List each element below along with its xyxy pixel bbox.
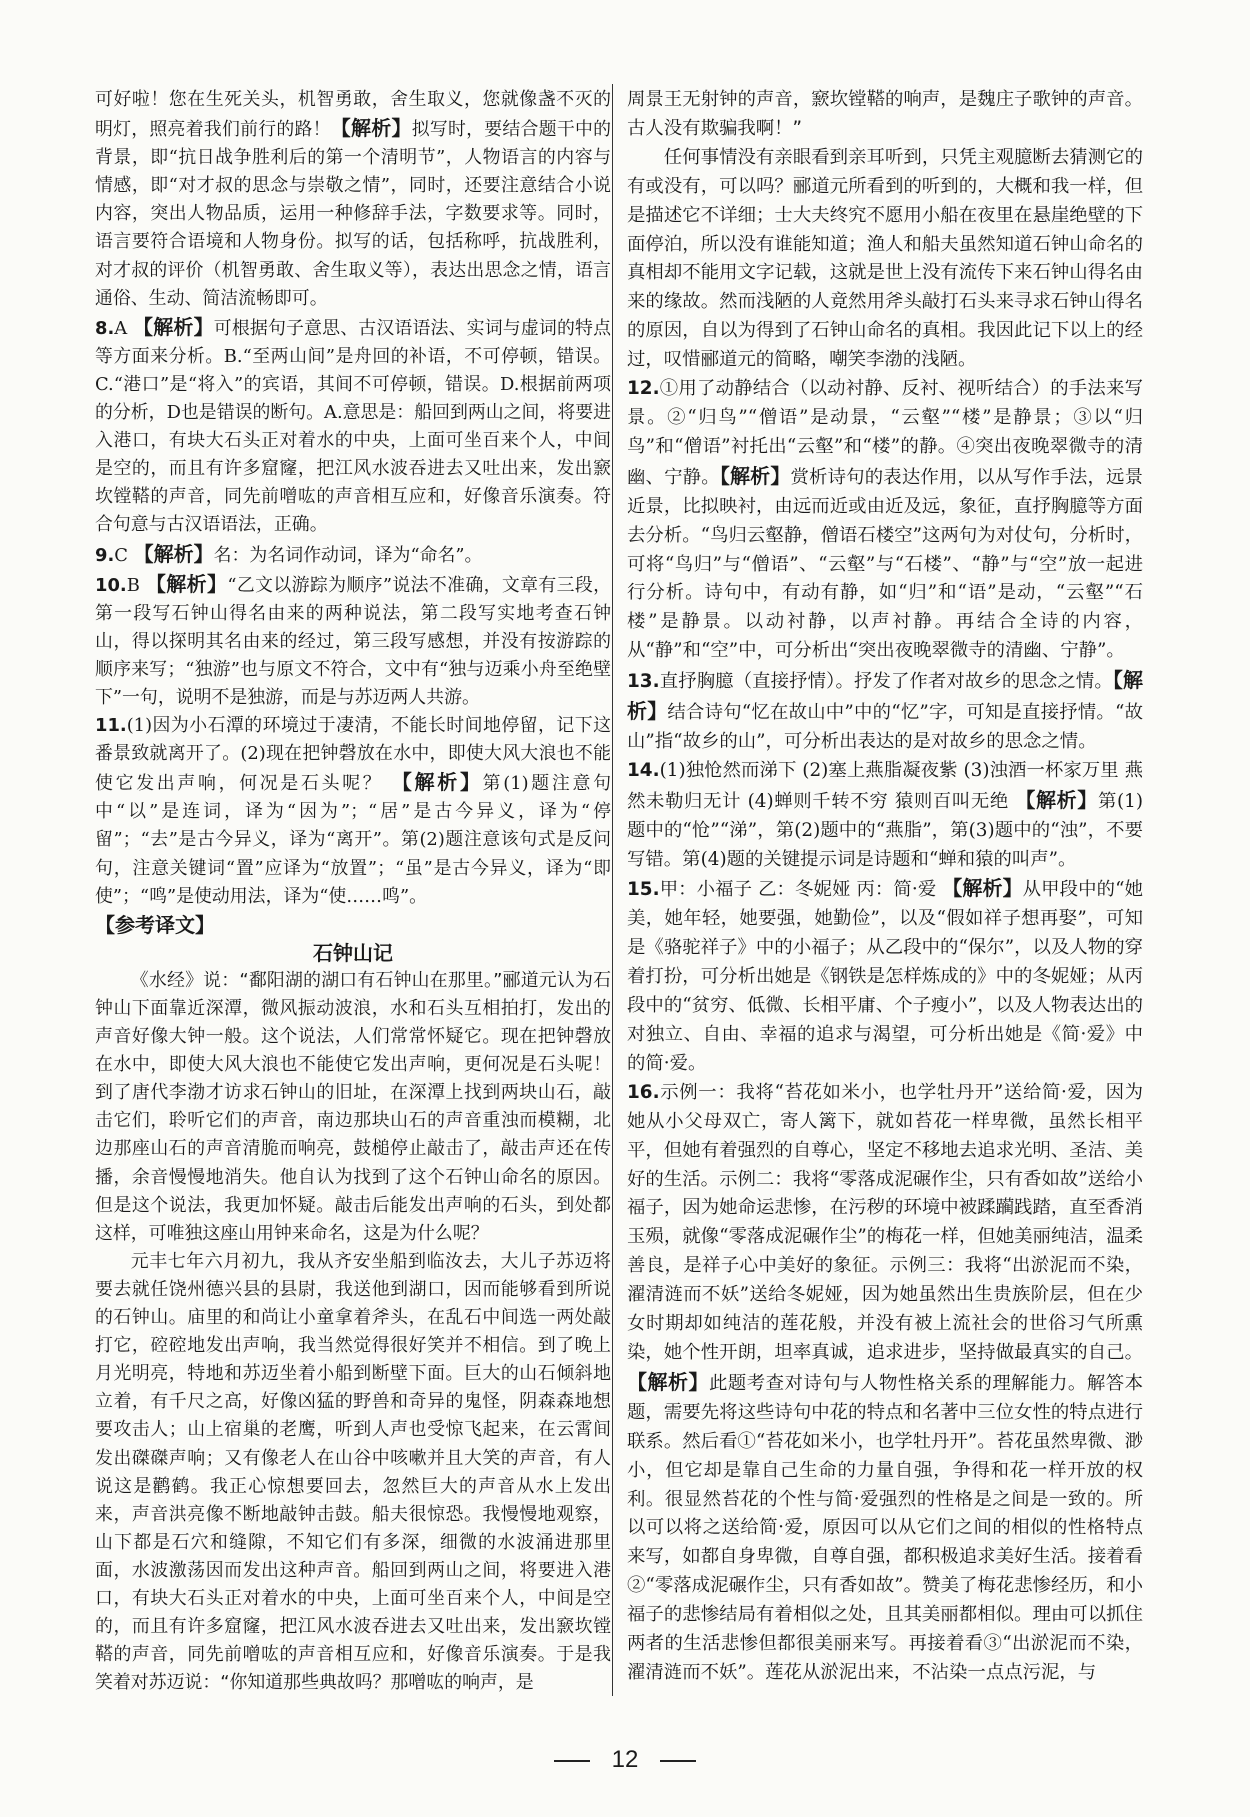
left-para-1 (95, 86, 611, 313)
analysis-tag: 【解析】 (627, 1369, 709, 1394)
question-number: 9. (95, 544, 115, 566)
page-footer (0, 1746, 1250, 1774)
question-12 (627, 375, 1143, 666)
question-15 (627, 874, 1143, 1078)
analysis-text: 可根据句子意思、古汉语语法、实词与虚词的特点等方面来分析。B.“至两山间”是舟回的补语，不可停顿，错误。C.“港口”是“将入”的宾语，其间不可停顿，错误。D.根据前两项的分析，D也是错误的断句。A.意思是：船回到两山之间，将要进入港口，有块大石头正对着水的中央，上面可坐百来个人，中间是空的，而且有许多窟窿，把江风水波吞进去又吐出来，发出窾坎镗鞳的声音，同先前噌吰的声音相互应和，好像音乐演奏。符合句意与古汉语语法，正确。 (95, 317, 612, 536)
question-11 (95, 712, 611, 911)
question-number: 13. (627, 671, 660, 693)
column-divider (612, 84, 613, 1696)
analysis-tag: 【解析】 (719, 463, 791, 488)
analysis-tag: 【解析】 (133, 541, 214, 566)
essay-title: 石钟山记 (313, 940, 393, 965)
answer-text: 甲：小福子 乙：冬妮娅 丙：简·爱 (659, 879, 937, 901)
answer-text: 示例一：我将“苔花如米小，也学牡丹开”送给简·爱，因为她从小父母双亡，寄人篱下，就如苔花一样卑微，虽然长相平平，但她有着强烈的自尊心，坚定不移地去追求光明、圣洁、美好的生活。示例二：我将“零落成泥碾作尘，只有香如故”送给小福子，因为她命运悲惨，在污秽的环境中被蹂躏践踏，直至香消玉殒，就像“零落成泥碾作尘”的梅花一样，但她美丽纯洁，温柔善良，是祥子心中美好的象征。示例三：我将“出淤泥而不染，濯清涟而不妖”送给冬妮娅，因为她虽然出生贵族阶层，但在少女时期却如纯洁的莲花般，并没有被上流社会的世俗习气所熏染，她个性开朗，坦率真诚，追求进步，坚持做最真实的自己。 (627, 1081, 1143, 1363)
translation-para-2: 元丰七年六月初九，我从齐安坐船到临汝去，大儿子苏迈将要去就任饶州德兴县的县尉，我送他到湖口，因而能够看到所说的石钟山。庙里的和尚让小童拿着斧头，在乱石中间选一两处敲打它，硿硿地发出声响，我当然觉得很好笑并不相信。到了晚上月光明亮，特地和苏迈坐着小船到断壁下面。巨大的山石倾斜地立着，有千尺之高，好像凶猛的野兽和奇异的鬼怪，阴森森地想要攻击人；山上宿巢的老鹰，听到人声也受惊飞起来，在云霄间发出磔磔声响；又有像老人在山谷中咳嗽并且大笑的声音，有人说这是鹳鹤。我正心惊想要回去，忽然巨大的声音从水上发出来，声音洪亮像不断地敲钟击鼓。船夫很惊恐。我慢慢地观察，山下都是石穴和缝隙，不知它们有多深，细微的水波涌进那里面，水波激荡因而发出这种声音。船回到两山之间，将要进入港口，有块大石头正对着水的中央，上面可坐百来个人，中间是空的，而且有许多窟窿，把江风水波吞进去又吐出来，发出窾坎镗鞳的声音，同先前噌吰的声音相互应和，好像音乐演奏。于是我笑着对苏迈说：“你知道那些典故吗？那噌吰的响声，是 (95, 1250, 611, 1694)
right-column (627, 86, 1143, 1688)
analysis-text: 第(1)题注意句中“以”是连词，译为“因为”；“居”是古今异义，译为“停留”；“去”是古今异义，译为“离开”。第(2)题注意该句式是反问句，注意关键词“置”应译为“放置”；“虽”是古今异义，译为“即使”；“鸣”是使动用法，译为“使……鸣”。 (95, 773, 612, 907)
analysis-text: 第(1)题中的“怆”“涕”，第(2)题中的“燕脂”，第(3)题中的“浊”，不要写错。第(4)题的关键提示词是诗题和“蝉和猿的叫声”。 (627, 790, 1144, 870)
footer-dash-left (554, 1760, 590, 1762)
question-number: 8. (95, 317, 115, 339)
question-number: 14. (627, 759, 660, 781)
analysis-tag: 【解析】 (145, 571, 228, 596)
answer-text: C (114, 544, 128, 566)
footer-dash-right (660, 1760, 696, 1762)
question-16 (627, 1079, 1143, 1688)
analysis-tag: 【解析】 (1015, 787, 1098, 812)
question-number: 15. (627, 879, 660, 901)
question-10 (95, 570, 611, 712)
question-number: 12. (627, 378, 660, 400)
analysis-text: 赏析诗句的表达作用，以从写作手法，远景近景，比拟映衬，由远而近或由近及远，象征，直抒胸臆等方面去分析。“鸟归云壑静，僧语石楼空”这两句为对仗句，分析时，可将“鸟归”与“僧语”、“云壑”与“石楼”、“静”与“空”放一起进行分析。诗句中，有动有静，如“归”和“语”是动，“云壑”“石楼”是静景。以动衬静，以声衬静。再结合全诗的内容，从“静”和“空”中，可分析出“突出夜晚翠微寺的清幽、宁静”。 (627, 466, 1143, 662)
answer-text: (1)独怆然而涕下 (2)塞上燕脂凝夜紫 (3)浊酒一杯家万里 燕然未勒归无计 (4)蝉则千转不穷 猿则百叫无绝 (627, 759, 1143, 812)
question-9 (95, 540, 611, 570)
question-number: 10. (95, 574, 127, 596)
question-number: 16. (627, 1081, 660, 1103)
analysis-tag: 【解析】 (330, 116, 412, 141)
answer-text: ①用了动静结合（以动衬静、反衬、视听结合）的手法来写景。②“归鸟”“僧语”是动景，“云壑”“楼”是静景；③以“归鸟”和“僧语”衬托出“云壑”和“楼”的静。④突出夜晚翠微寺的清幽、宁静。 (627, 378, 1143, 488)
translation-para-1: 《水经》说：“鄱阳湖的湖口有石钟山在那里。”郦道元认为石钟山下面靠近深潭，微风振动波浪，水和石头互相拍打，发出的声音好像大钟一般。这个说法，人们常常怀疑它。现在把钟磬放在水中，即使大风大浪也不能使它发出声响，更何况是石头呢！到了唐代李渤才访求石钟山的旧址，在深潭上找到两块山石，敲击它们，聆听它们的声音，南边那块山石的声音重浊而模糊，北边那座山石的声音清脆而响亮，鼓槌停止敲击了，敲击声还在传播，余音慢慢地消失。他自认为找到了这个石钟山命名的原因。但是这个说法，我更加怀疑。敲击后能发出声响的石头，到处都这样，可唯独这座山用钟来命名，这是为什么呢？ (95, 969, 611, 1244)
answer-text: B (126, 574, 140, 596)
question-13 (627, 666, 1143, 757)
answer-text: (1)因为小石潭的环境过于凄清，不能长时间地停留，记下这番景致就离开了。(2)现在把钟磬放在水中，即使大风大浪也不能使它发出声响，何况是石头呢？ (95, 715, 611, 795)
answer-text: 可好啦！您在生死关头，机智勇敢，舍生取义，您就像盏不灭的明灯，照亮着我们前行的路！ (95, 89, 611, 141)
question-number: 11. (95, 715, 127, 737)
reference-translation-label: 【参考译文】 (95, 912, 215, 937)
analysis-text: 结合诗句“忆在故山中”中的“忆”字，可知是直接抒情。“故山”指“故乡的山”，可分析出表达的是对故乡的思念之情。 (627, 702, 1144, 752)
analysis-tag: 【解析】 (942, 876, 1023, 901)
analysis-text: 此题考查对诗句与人物性格关系的理解能力。解答本题，需要先将这些诗句中花的特点和名著中三位女性的特点进行联系。然后看①“苔花如米小，也学牡丹开”。苔花虽然卑微、渺小，但它却是靠自己生命的力量自强，争得和花一样开放的权利。很显然苔花的个性与简·爱强烈的性格是之间是一致的。所以可以将之送给简·爱，原因可以从它们之间的相似的性格特点来写，如都自身卑微，自尊自强，都积极追求美好生活。接着看②“零落成泥碾作尘，只有香如故”。赞美了梅花悲惨经历，和小福子的悲惨结局有着相似之处，且其美丽都相似。理由可以抓住两者的生活悲惨但都很美丽来写。再接着看③“出淤泥而不染，濯清涟而不妖”。莲花从淤泥出来，不沾染一点点污泥，与 (627, 1372, 1143, 1683)
analysis-text: 拟写时，要结合题干中的背景，即“抗日战争胜利后的第一个清明节”，人物语言的内容与情感，即“对才叔的思念与崇敬之情”，同时，还要注意结合小说内容，突出人物品质，运用一种修辞手法，字数要求等。同时，语言要符合语境和人物身份。拟写的话，包括称呼，抗战胜利，对才叔的评价（机智勇敢、舍生取义等），表达出思念之情，语言通俗、生动、简洁流畅即可。 (95, 119, 611, 309)
analysis-tag: 【解析】 (133, 314, 214, 339)
page-number: 12 (611, 1746, 639, 1773)
left-column (95, 86, 611, 1697)
translation-para-3: 任何事情没有亲眼看到亲耳听到，只凭主观臆断去猜测它的有或没有，可以吗？郦道元所看到的听到的，大概和我一样，但是描述它不详细；士大夫终究不愿用小船在夜里在悬崖绝壁的下面停泊，所以没有谁能知道；渔人和船夫虽然知道石钟山命名的真相却不能用文字记载，这就是世上没有流传下来石钟山得名由来的缘故。然而浅陋的人竟然用斧头敲打石头来寻求石钟山得名的原因，自以为得到了石钟山命名的真相。我因此记下以上的经过，叹惜郦道元的简略，嘲笑李渤的浅陋。 (627, 146, 1143, 371)
question-8 (95, 313, 611, 540)
translation-para-2-continued: 周景王无射钟的声音，窾坎镗鞳的响声，是魏庄子歌钟的声音。古人没有欺骗我啊！” (627, 89, 1143, 139)
analysis-text: 名：为名词作动词，译为“命名”。 (213, 544, 483, 566)
answer-text: A (114, 317, 128, 339)
answer-text: 直抒胸臆（直接抒情）。抒发了作者对故乡的思念之情。 (659, 671, 1113, 693)
analysis-text: 从甲段中的“她美，她年轻，她要强，她勤俭”，以及“假如祥子想再娶”，可知是《骆驼祥子》中的小福子；从乙段中的“保尔”，以及人物的穿着打扮，可分析出她是《钢铁是怎样炼成的》中的冬妮娅；从丙段中的“贫穷、低微、长相平庸、个子瘦小”，以及人物表达出的对独立、自由、幸福的追求与渴望，可分析出她是《简·爱》中的简·爱。 (627, 879, 1143, 1074)
question-14 (627, 757, 1143, 875)
analysis-text: “乙文以游踪为顺序”说法不准确，文章有三段，第一段写石钟山得名由来的两种说法，第二段写实地考查石钟山，得以探明其名由来的经过，第三段写感想，并没有按游踪的顺序来写；“独游”也与原文不符合，文中有“独与迈乘小舟至绝壁下”一句，说明不是独游，而是与苏迈两人共游。 (95, 574, 611, 708)
analysis-tag: 【解析】 (391, 770, 483, 795)
analysis-tag: 【解析】 (627, 668, 1143, 724)
